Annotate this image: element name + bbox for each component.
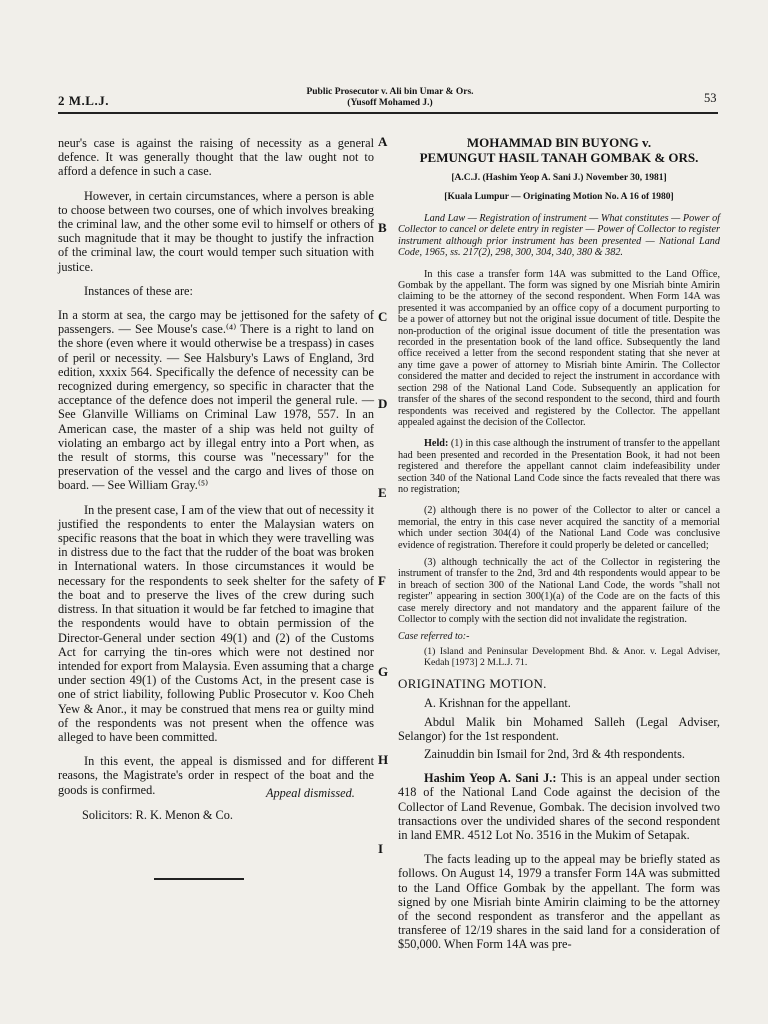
margin-letter-e: E bbox=[378, 485, 387, 500]
case-referred-1: (1) Island and Peninsular Development Bhd. & Anor. v. Legal Adviser, Kedah [1973] 2 M.L.J. 71. bbox=[424, 646, 720, 669]
counsel-first-respondent: Abdul Malik bin Mohamed Salleh (Legal Adviser, Selangor) for the 1st respondent. bbox=[398, 714, 720, 743]
held-1-text: (1) in this case although the instrument of transfer to the appellant had been presented and recorded in the Presentation Book, it had not been registered and therefore the appellant cannot claim indefeasibility under section 340 of the National Land Code since the facts revealed that there was no registration; bbox=[398, 438, 721, 495]
solicitors-line: Solicitors: R. K. Menon & Co. bbox=[82, 808, 233, 822]
margin-letter-g: G bbox=[378, 664, 389, 679]
held-2: (2) although there is no power of the Collector to alter or cancel a memorial, the entry in this case never acquired the sanctity of a memorial which under section 304(4) of the National Land Code was conclusive evidence of registration. Therefore it could properly be deleted or cancelled; bbox=[398, 505, 720, 551]
right-column bbox=[398, 136, 720, 952]
margin-letter-a: A bbox=[378, 134, 388, 149]
case-referred-heading: Case referred to:- bbox=[398, 631, 470, 643]
judgment-paragraph-1-text: This is an appeal under section 418 of the National Land Code against the decision of the Collector of Land Revenue, Gombak. The decision involved two transactions over the undivided shares of the second respondent in land EMR. 4512 Lot No. 3516 in the Mukim of Setapak. bbox=[398, 771, 720, 843]
held-3: (3) although technically the act of the Collector in registering the instrument of transfer to the 2nd, 3rd and 4th respondents would appear to be in breach of section 300 of the National Land Code, the words "shall not register" appearing in section 300(1)(a) of the Code are on the facts of this case merely directory and not mandatory and the apparent failure of the Collector to comply with the section did not invalidate the registration. bbox=[398, 556, 720, 625]
paragraph-conclusion: In this event, the appeal is dismissed and for different reasons, the Magistrate's order in respect of the boat and the goods is confirmed. bbox=[58, 754, 374, 797]
end-rule bbox=[154, 878, 244, 880]
paragraph-present-case: In the present case, I am of the view that out of necessity it justified the respondents to enter the Malaysian waters on specific reasons that the boat in which they were travelling was in distress due to the fact that the rudder of the boat was broken in International waters. In those circumstances it would be necessary for the respondents to seek shelter for the safety of the boat and to preserve the lives of the crew during such distress. In that situation it would be far fetched to imagine that the respondents would have to obtain permission of the Director-General under section 49(1) and (2) of the Customs Act for carrying the tin-ores which were not destined nor intended for export from Malaysia. Even assuming that a charge under section 49(1) of the Customs Act, in the present case is one of strict liability, following Public Prosecutor v. Koo Cheh Yew & Anor., it may be construed that mens rea or guilty mind of the respondents was not present when the offence was alleged to have been committed. bbox=[58, 502, 374, 744]
judgment-paragraph-1 bbox=[398, 771, 720, 842]
case-title-line-1: MOHAMMAD BIN BUYONG v. bbox=[466, 135, 652, 150]
paragraph-instances: In a storm at sea, the cargo may be jettisoned for the safety of passengers. — See Mouse's case.⁽⁴⁾ There is a right to land on the shore (even where it would otherwise be a trespass) in cases of peril or necessity. — See Halsbury's Laws of England, 3rd edition, xxxix 564. Specifically the defence of necessity can be recognized during emergency, so specific in character that the acceptance of the defence does not imperil the general rule. — See Glanville Williams on Criminal Law 1978, 557. In an American case, the master of a ship was held not guilty of violating an embargo act by illegal entry into a Port when, as the result of storms, this course was "necessary" for the preservation of the vessel and the cargo and lives of those on board. — See William Gray.⁽⁵⁾ bbox=[58, 308, 374, 493]
case-citation-line-2: [Kuala Lumpur — Originating Motion No. A 16 of 1980] bbox=[444, 192, 674, 202]
case-citation-line-1: [A.C.J. (Hashim Yeop A. Sani J.) November 30, 1981] bbox=[451, 173, 667, 183]
running-head bbox=[240, 87, 540, 109]
journal-reference: 2 M.L.J. bbox=[58, 93, 109, 108]
case-title-line-2: PEMUNGUT HASIL TANAH GOMBAK & ORS. bbox=[419, 149, 699, 165]
page-number: 53 bbox=[704, 91, 717, 105]
margin-letter-f: F bbox=[378, 573, 386, 588]
counsel-other-respondents: Zainuddin bin Ismail for 2nd, 3rd & 4th respondents. bbox=[424, 747, 685, 762]
headnote: In this case a transfer form 14A was submitted to the Land Office, Gombak by the appellant. The form was signed by one Misriah binte Amirin claiming to be the attorney of the second respondent. When Form 14A was presented it was accompanied by an office copy of a document purporting to be a power of attorney but not the original issue document of title. Despite the non-production of the original issue document of title the presentation was recorded in the presentation book of the land office. Subsequently the land office received a letter from the second respondent stating that she never at any time gave a power of attorney to Misriah binte Amirin. The Collector considered the matter and decided to reject the instrument in accordance with section 298 of the National Land Code. Subsequently an application for transfer of the shares of the second respondent to the second, third and fourth respondents was received and registered by the Collector. The appellant appealed against the decision of the Collector. bbox=[398, 268, 720, 428]
margin-letter-i: I bbox=[378, 841, 384, 856]
counsel-appellant: A. Krishnan for the appellant. bbox=[424, 696, 571, 711]
running-head-judge: (Yusoff Mohamed J.) bbox=[347, 98, 433, 108]
paragraph-circumstances: However, in certain circumstances, where a person is able to choose between two courses, one of which involves breaking the criminal law, and the other some evil to himself or others of such magnitude that it may be thought to justify the infraction of the criminal law, the court would temper such situation with justice. bbox=[58, 188, 374, 274]
appeal-dismissed-note: Appeal dismissed. bbox=[266, 786, 355, 800]
header-rule bbox=[58, 112, 718, 114]
judge-name: Hashim Yeop A. Sani J.: bbox=[424, 771, 557, 786]
paragraph-continued: neur's case is against the raising of necessity as a general defence. It was generally thought that the law ought not to afford a defence in such a case. bbox=[58, 136, 374, 179]
margin-letter-d: D bbox=[378, 396, 388, 411]
paragraph-instances-heading: Instances of these are: bbox=[84, 283, 193, 298]
margin-letter-b: B bbox=[378, 220, 387, 235]
judgment-paragraph-2: The facts leading up to the appeal may be briefly stated as follows. On August 14, 1979 a transfer Form 14A was submitted to the Land Office Gombak by the appellant. The form was signed by one Misriah binte Amirin claiming to be the attorney of the second respondent as transferor and the appellant as transferee of 12/19 shares in the said land for a consideration of $50,000. When Form 14A was pre- bbox=[398, 852, 720, 952]
left-column bbox=[58, 136, 374, 797]
originating-motion-heading: ORIGINATING MOTION. bbox=[398, 676, 547, 692]
catchwords: Land Law — Registration of instrument — What constitutes — Power of Collector to cancel or delete entry in register — Power of Collector to register instrument although prior instrument has been presented — National Land Code, 1965, ss. 217(2), 298, 300, 304, 340, 380 & 382. bbox=[398, 213, 720, 259]
held-label: Held: bbox=[424, 438, 449, 450]
running-head-case: Public Prosecutor v. Ali bin Umar & Ors. bbox=[306, 87, 474, 97]
margin-letter-h: H bbox=[378, 752, 389, 767]
margin-letter-c: C bbox=[378, 309, 388, 324]
held-1 bbox=[398, 438, 720, 495]
